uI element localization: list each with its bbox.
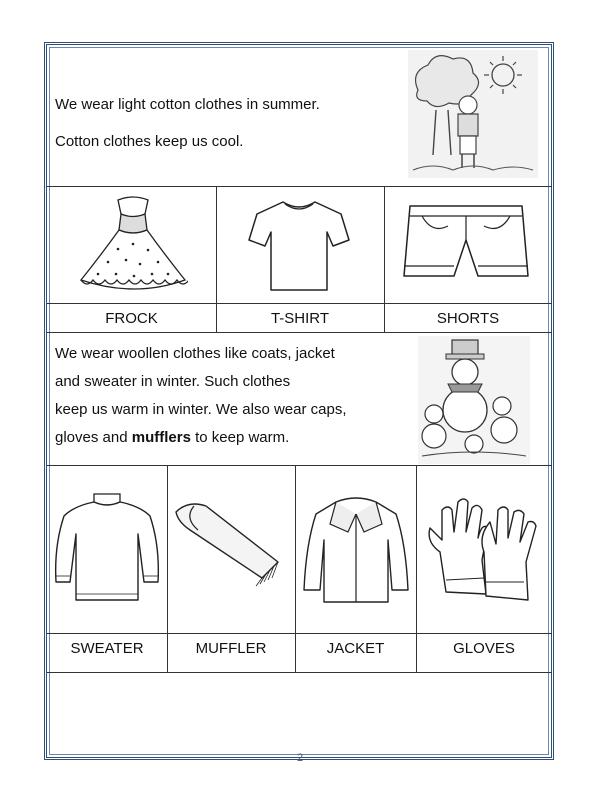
muffler-image	[172, 494, 290, 594]
t-shirt-label: T-SHIRT	[270, 310, 330, 327]
shorts-image	[402, 198, 530, 292]
muffler-label: MUFFLER	[195, 640, 267, 657]
table-border	[47, 303, 552, 304]
frock-image	[78, 194, 188, 298]
jacket-label: JACKET	[326, 640, 385, 657]
summer-text-line-2: Cotton clothes keep us cool.	[55, 133, 244, 150]
shorts-label: SHORTS	[436, 310, 500, 327]
winter-text-line-1: We wear woollen clothes like coats, jacket	[55, 345, 335, 362]
sweater-label: SWEATER	[70, 640, 144, 657]
table-border	[47, 465, 552, 466]
table-border	[47, 332, 552, 333]
frock-label: FROCK	[105, 310, 158, 327]
gloves-image	[426, 488, 540, 606]
table-border	[47, 672, 552, 673]
t-shirt-image	[247, 196, 351, 292]
gloves-label: GLOVES	[453, 640, 515, 657]
summer-boy-illustration	[408, 50, 538, 178]
winter-text-line-2: and sweater in winter. Such clothes	[55, 373, 291, 390]
jacket-image	[300, 494, 412, 606]
table-border	[47, 186, 552, 187]
bold-word-mufflers: mufflers	[131, 429, 191, 446]
winter-text-line-4: gloves and mufflers to keep warm.	[55, 429, 290, 446]
winter-text-line-3: keep us warm in winter. We also wear caps,	[55, 401, 347, 418]
summer-text-line-1: We wear light cotton clothes in summer.	[55, 96, 320, 113]
page-number: 2	[296, 752, 304, 764]
sweater-image	[52, 490, 162, 606]
snowmen-illustration	[418, 336, 530, 464]
table-border	[47, 633, 552, 634]
